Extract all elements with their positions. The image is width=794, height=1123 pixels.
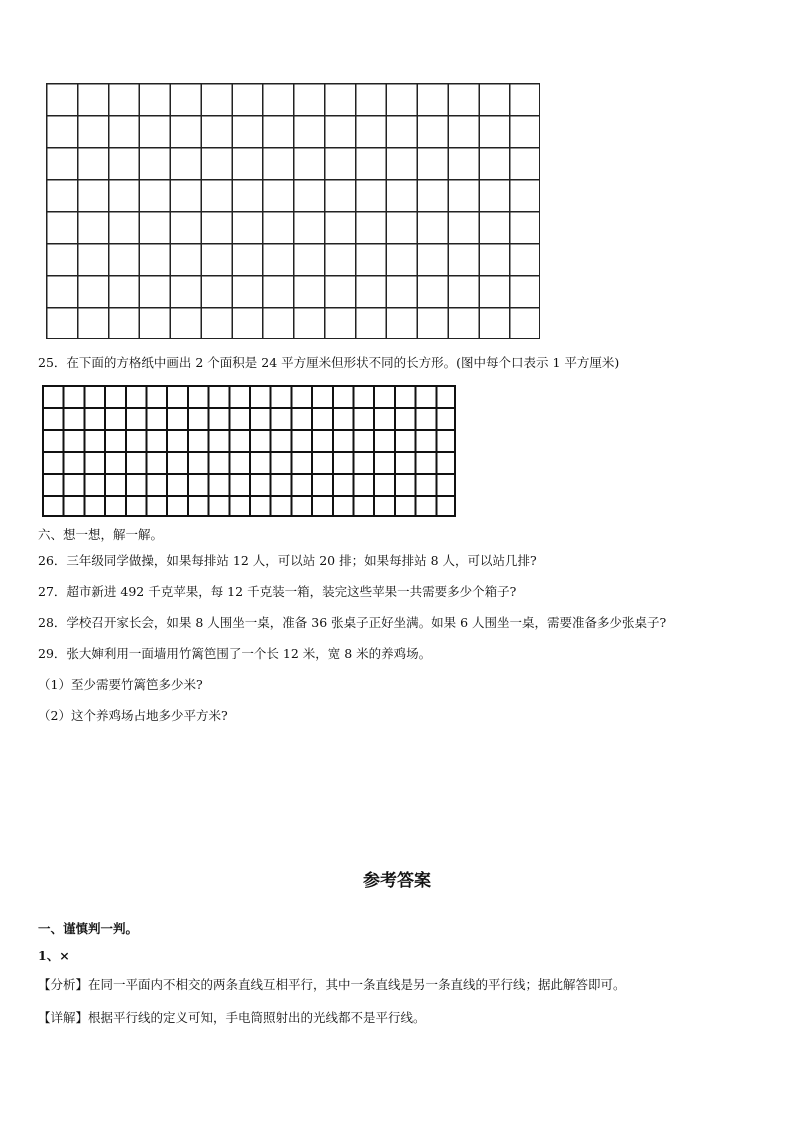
answer-analysis: 【分析】在同一平面内不相交的两条直线互相平行，其中一条直线是另一条直线的平行线；据此解答即可。 [38,977,626,992]
question-27: 27．超市新进 492 千克苹果，每 12 千克装一箱，装完这些苹果一共需要多少个箱子? [38,584,517,599]
grid-paper-question-25 [42,385,456,517]
question-29: 29．张大婶利用一面墙用竹篱笆围了一个长 12 米，宽 8 米的养鸡场。 [38,646,432,661]
question-29-part-1: （1）至少需要竹篱笆多少米? [38,677,203,692]
answer-item-1: 1、× [38,948,70,963]
question-25: 25．在下面的方格纸中画出 2 个面积是 24 平方厘米但形状不同的长方形。(图中每个口表示 1 平方厘米) [38,355,620,370]
answers-section-1-heading: 一、谨慎判一判。 [38,921,139,936]
question-29-part-2: （2）这个养鸡场占地多少平方米? [38,708,228,723]
question-28: 28．学校召开家长会，如果 8 人围坐一桌，准备 36 张桌子正好坐满。如果 6 人围坐一桌，需要准备多少张桌子? [38,615,667,630]
grid-paper-top [46,83,540,339]
answer-detail: 【详解】根据平行线的定义可知，手电筒照射出的光线都不是平行线。 [38,1010,426,1025]
section-6-heading: 六、想一想，解一解。 [38,527,164,542]
question-26: 26．三年级同学做操，如果每排站 12 人，可以站 20 排；如果每排站 8 人，可以站几排? [38,553,537,568]
answers-title: 参考答案 [363,871,431,891]
